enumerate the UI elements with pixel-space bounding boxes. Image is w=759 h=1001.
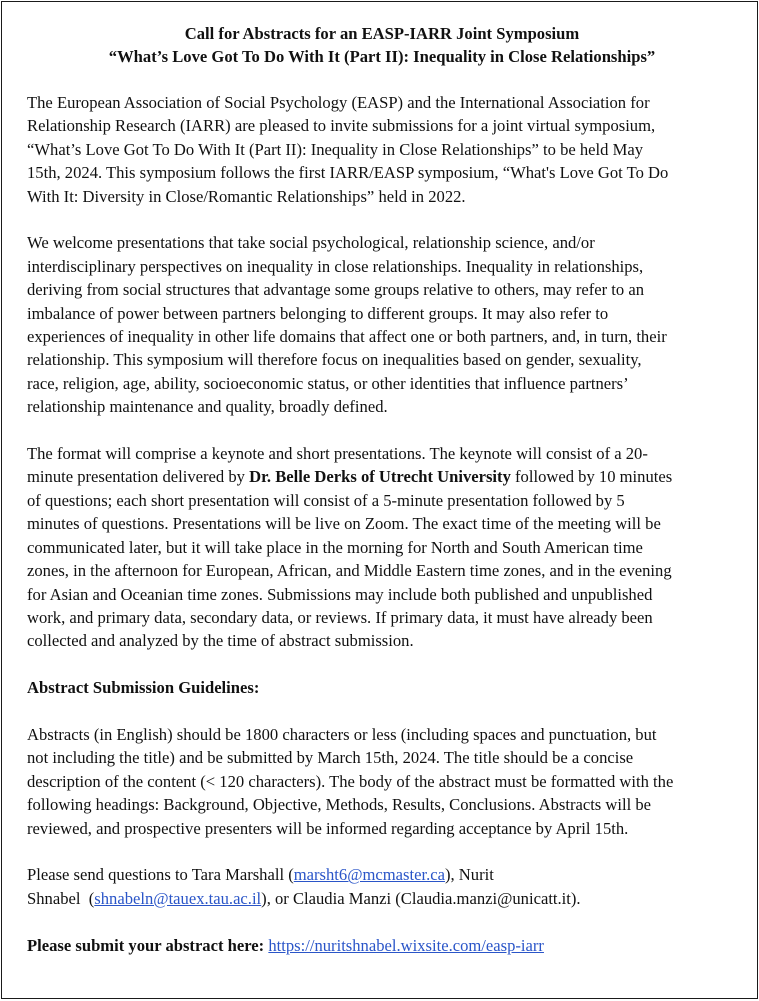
scope-line: experiences of inequality in other life domains that affect one or both partners, and, in turn, their bbox=[27, 327, 667, 347]
scope-paragraph bbox=[27, 231, 737, 418]
contact-text: Shnabel ( bbox=[27, 888, 95, 908]
submission-url-link[interactable]: https://nuritshnabel.wixsite.com/easp-iarr bbox=[268, 935, 544, 955]
intro-line: The European Association of Social Psychology (EASP) and the International Association for bbox=[27, 93, 650, 112]
title-line-1: Call for Abstracts for an EASP-IARR Joint Symposium bbox=[184, 24, 580, 43]
format-line: communicated later, but it will take place in the morning for North and South American time bbox=[27, 537, 643, 557]
format-line: The format will comprise a keynote and short presentations. The keynote will consist of a 20- bbox=[27, 444, 648, 464]
contact-text: ), Nurit bbox=[444, 865, 494, 885]
scope-line: We welcome presentations that take social psychological, relationship science, and/or bbox=[27, 233, 595, 253]
scope-line: relationship. This symposium will therefore focus on inequalities based on gender, sexuality, bbox=[27, 350, 642, 370]
intro-paragraph bbox=[27, 91, 737, 208]
scope-line: deriving from social structures that advantage some groups relative to others, may refer to an bbox=[27, 280, 644, 300]
submit-line bbox=[27, 934, 737, 957]
format-line: work, and primary data, secondary data, or reviews. If primary data, it must have already been bbox=[27, 607, 653, 627]
email-link-marshall[interactable]: marsht6@mcmaster.ca bbox=[293, 865, 445, 885]
guidelines-paragraph bbox=[27, 723, 737, 840]
contact-text: ), or Claudia Manzi (Claudia.manzi@unicatt.it). bbox=[261, 888, 581, 908]
email-link-shnabel[interactable]: shnabeln@tauex.tau.ac.il bbox=[94, 888, 262, 908]
format-line: collected and analyzed by the time of abstract submission. bbox=[27, 631, 414, 651]
format-line: of questions; each short presentation will consist of a 5-minute presentation followed by 5 bbox=[27, 490, 625, 510]
scope-line: race, religion, age, ability, socioeconomic status, or other identities that influence partners’ bbox=[27, 373, 629, 393]
intro-line: 15th, 2024. This symposium follows the first IARR/EASP symposium, “What's Love Got To Do bbox=[27, 163, 669, 183]
format-paragraph bbox=[27, 442, 737, 653]
intro-line: Relationship Research (IARR) are pleased to invite submissions for a joint virtual symposium, bbox=[27, 116, 656, 136]
contact-text: Please send questions to Tara Marshall ( bbox=[27, 865, 294, 885]
format-line: for Asian and Oceanian time zones. Submissions may include both published and unpublished bbox=[27, 584, 653, 604]
contact-line bbox=[27, 863, 737, 886]
document-page bbox=[1, 1, 758, 999]
keynote-speaker: Dr. Belle Derks of Utrecht University bbox=[249, 467, 511, 487]
intro-line: “What’s Love Got To Do With It (Part II): Inequality in Close Relationships” to be held May bbox=[27, 139, 644, 159]
guidelines-line: reviewed, and prospective presenters will be informed regarding acceptance by April 15th. bbox=[27, 818, 629, 838]
format-line: minutes of questions. Presentations will be live on Zoom. The exact time of the meeting will be bbox=[27, 514, 661, 534]
format-text: minute presentation delivered by bbox=[27, 467, 250, 487]
intro-line: With It: Diversity in Close/Romantic Relationships” held in 2022. bbox=[27, 186, 466, 206]
scope-line: imbalance of power between partners belonging to different groups. It may also refer to bbox=[27, 303, 609, 323]
format-line: zones, in the afternoon for European, African, and Middle Eastern time zones, and in the evening bbox=[27, 561, 672, 581]
guidelines-line: following headings: Background, Objective, Methods, Results, Conclusions. Abstracts will be bbox=[27, 795, 652, 815]
submit-label: Please submit your abstract here: bbox=[27, 935, 269, 955]
scope-line: relationship maintenance and quality, broadly defined. bbox=[27, 397, 388, 417]
guidelines-line: Abstracts (in English) should be 1800 characters or less (including spaces and punctuation, but bbox=[27, 724, 657, 744]
title-line-2: “What’s Love Got To Do With It (Part II): Inequality in Close Relationships” bbox=[108, 47, 656, 66]
guidelines-line: description of the content (< 120 characters). The body of the abstract must be formatted with the bbox=[27, 771, 674, 791]
guidelines-line: not including the title) and be submitted by March 15th, 2024. The title should be a concise bbox=[27, 748, 634, 768]
scope-line: interdisciplinary perspectives on inequality in close relationships. Inequality in relationships, bbox=[27, 256, 644, 276]
document-title bbox=[27, 22, 737, 68]
contact-paragraph bbox=[27, 863, 737, 910]
guidelines-heading: Abstract Submission Guidelines: bbox=[27, 678, 260, 698]
contact-line bbox=[27, 887, 737, 910]
format-text: followed by 10 minutes bbox=[510, 467, 673, 487]
format-line bbox=[27, 465, 737, 488]
